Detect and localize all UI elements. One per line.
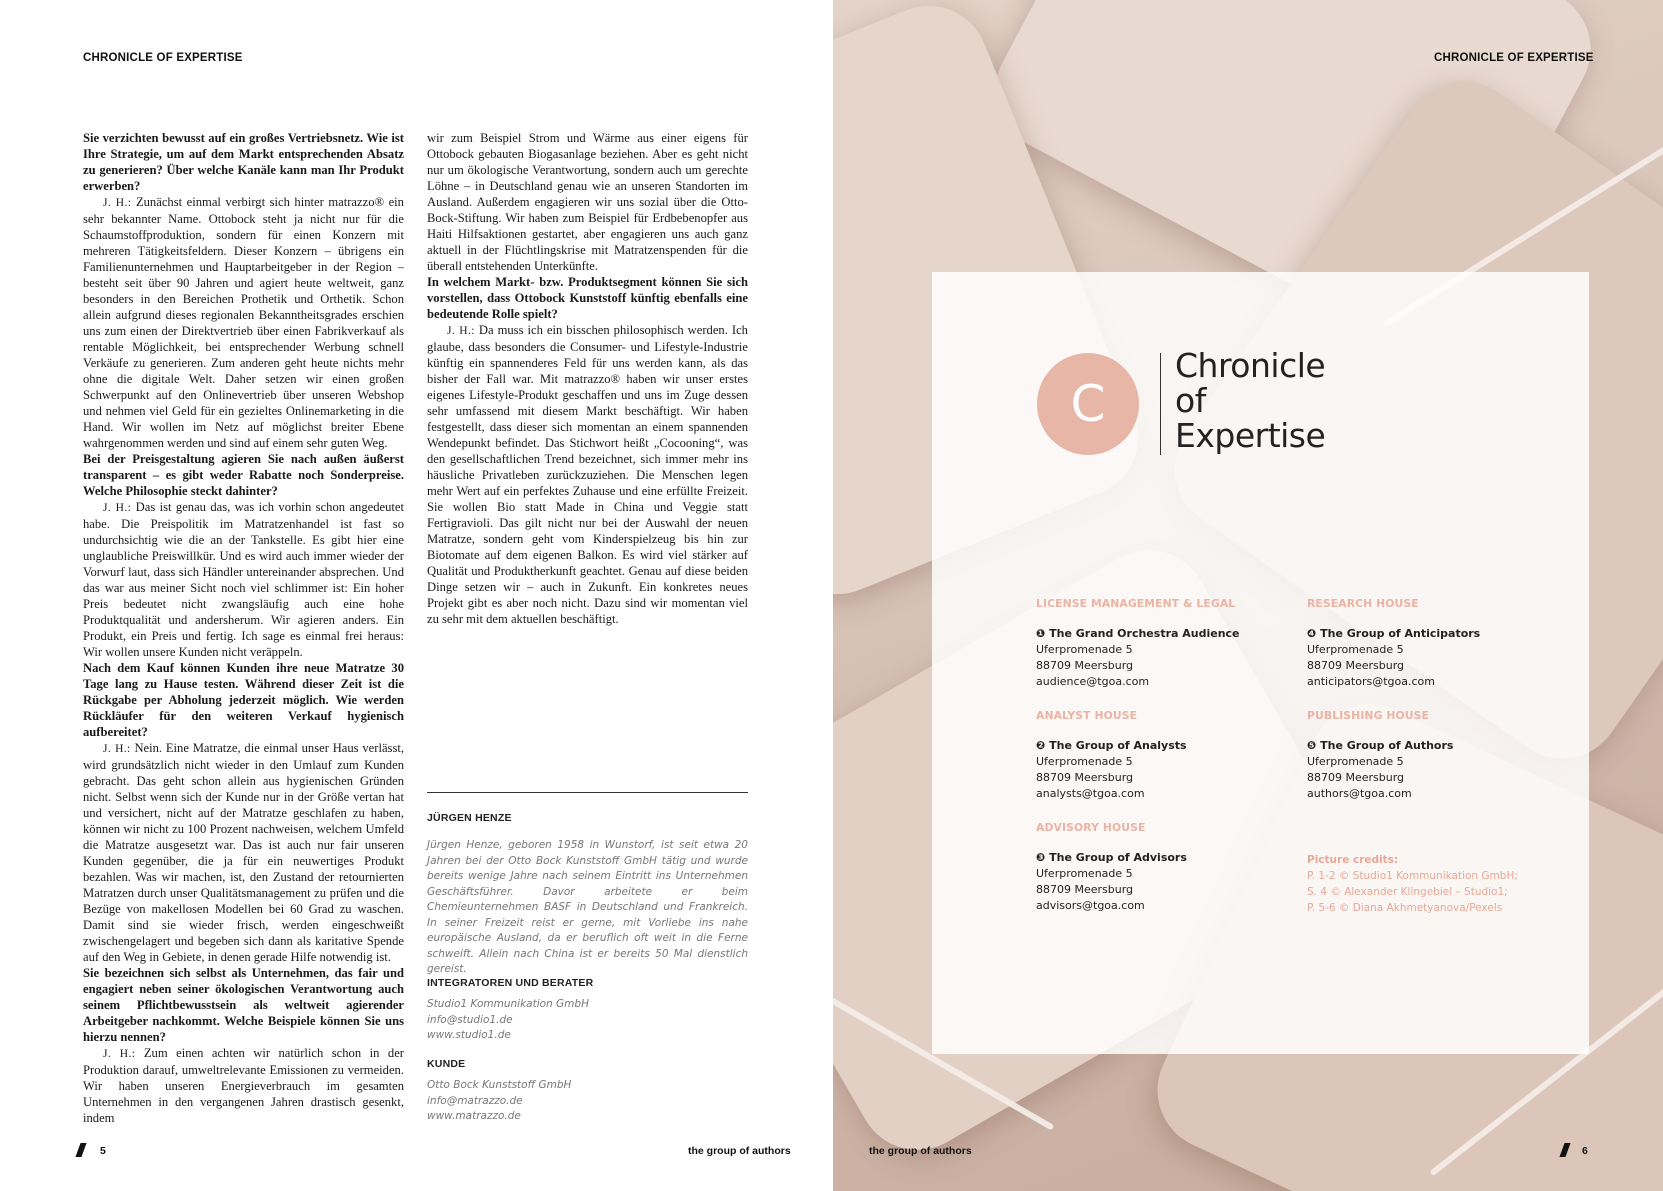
- speaker-initials: J. H.:: [103, 197, 132, 209]
- page-number-right: 6: [1582, 1145, 1588, 1157]
- house-heading: RESEARCH HOUSE: [1307, 597, 1419, 610]
- sidebar-divider: [427, 792, 748, 793]
- client-company: Otto Bock Kunststoff GmbH: [427, 1079, 572, 1091]
- house-license: [1036, 596, 1240, 690]
- bio-text: Jürgen Henze, geboren 1958 in Wunstorf, ist seit etwa 20 Jahren bei der Otto Bock Kunststoff GmbH tätig und wurde bereits wenige Jahre nach seinem Eintritt ins Unternehmen Geschäftsführer. Davor arbeitete er beim Chemieunternehmen BASF in Deutschland und Frankreich. In seiner Freizeit reist er gerne, mit Vorliebe ins nahe europäische Ausland, da er beruflich oft weit in die Ferne schweift. Allein nach China ist er bereits 50 Mal dienstlich gereist.: [427, 839, 748, 975]
- brand-logo-letter: C: [1070, 375, 1106, 433]
- running-head-right: CHRONICLE OF EXPERTISE: [1434, 52, 1594, 64]
- house-name: ❷ The Group of Analysts: [1036, 739, 1187, 752]
- answer-text: Zum einen achten wir natürlich schon in der Produktion darauf, umweltrelevante Emissionen zu vermeiden. Wir haben unseren Energieverbrauch im gesamten Unternehmen in den vergangenen Jahren drastisch gesenkt, indem: [83, 1046, 404, 1125]
- interview-answer: [427, 322, 748, 627]
- interview-question: Sie verzichten bewusst auf ein großes Vertriebsnetz. Wie ist Ihre Strategie, um auf dem Markt entsprechenden Absatz zu generieren? Über welche Kanäle kann man Ihr Produkt erwerben?: [83, 131, 404, 193]
- house-analyst: [1036, 708, 1187, 802]
- house-heading: LICENSE MANAGEMENT & LEGAL: [1036, 597, 1236, 610]
- interview-question: Bei der Preisgestaltung agieren Sie nach außen äußerst transparent – es gibt weder Rabatte noch Sonderpreise. Welche Philosophie steckt dahinter?: [83, 452, 404, 498]
- brand-title: [1175, 348, 1325, 453]
- house-name: ❺ The Group of Authors: [1307, 739, 1454, 752]
- speaker-initials: J. H.:: [103, 1048, 136, 1060]
- integrator-heading: INTEGRATOREN UND BERATER: [427, 977, 594, 989]
- logo-divider: [1160, 353, 1161, 455]
- integrator-email[interactable]: info@studio1.de: [427, 1013, 513, 1026]
- house-city: 88709 Meersburg: [1307, 659, 1405, 672]
- house-name: ❹ The Group of Anticipators: [1307, 627, 1481, 640]
- house-street: Uferpromenade 5: [1036, 643, 1133, 656]
- running-head-left: CHRONICLE OF EXPERTISE: [83, 52, 243, 64]
- credits-heading: Picture credits:: [1307, 854, 1399, 866]
- brand-title-line: Chronicle: [1175, 346, 1326, 385]
- house-email[interactable]: authors@tgoa.com: [1307, 787, 1412, 800]
- interview-column-2: [427, 130, 748, 627]
- house-city: 88709 Meersburg: [1307, 771, 1405, 784]
- client-email[interactable]: info@matrazzo.de: [427, 1094, 523, 1107]
- house-street: Uferpromenade 5: [1307, 755, 1404, 768]
- publisher-right: the group of authors: [869, 1145, 972, 1157]
- publisher-left: the group of authors: [688, 1145, 791, 1157]
- bio-heading: JÜRGEN HENZE: [427, 812, 512, 824]
- interview-answer: [83, 194, 404, 451]
- house-heading: ANALYST HOUSE: [1036, 709, 1138, 722]
- client-heading: KUNDE: [427, 1058, 466, 1070]
- interview-question: In welchem Markt- bzw. Produktsegment können Sie sich vorstellen, dass Ottobock Kunststoff künftig ebenfalls eine bedeutende Rolle spielt?: [427, 275, 748, 321]
- interview-question: Sie bezeichnen sich selbst als Unternehmen, das fair und engagiert neben seiner ökologischen Verantwortung auch seinem Pflichtbewusstsein als weltweit agierender Arbeitgeber nachkommt. Welche Beispiele können Sie uns hierzu nennen?: [83, 966, 404, 1044]
- logo-slash-icon: [75, 1143, 86, 1157]
- house-name: ❸ The Group of Advisors: [1036, 851, 1187, 864]
- interview-answer: [83, 1045, 404, 1126]
- house-city: 88709 Meersburg: [1036, 771, 1134, 784]
- house-heading: PUBLISHING HOUSE: [1307, 709, 1430, 722]
- brand-title-line: of: [1175, 381, 1206, 420]
- house-heading: ADVISORY HOUSE: [1036, 821, 1146, 834]
- credits-line: P. 5-6 © Diana Akhmetyanova/Pexels: [1307, 902, 1503, 914]
- house-city: 88709 Meersburg: [1036, 883, 1134, 896]
- speaker-initials: J. H.:: [103, 743, 131, 755]
- integrator-website[interactable]: www.studio1.de: [427, 1029, 511, 1041]
- house-advisory: [1036, 820, 1187, 914]
- page-number-left: 5: [100, 1145, 106, 1157]
- client-block: [427, 1058, 748, 1125]
- house-research: [1307, 596, 1480, 690]
- credits-line: P. 1-2 © Studio1 Kommunikation GmbH;: [1307, 870, 1518, 882]
- client-website[interactable]: www.matrazzo.de: [427, 1110, 521, 1122]
- house-email[interactable]: advisors@tgoa.com: [1036, 899, 1145, 912]
- house-name: ❶ The Grand Orchestra Audience: [1036, 627, 1240, 640]
- answer-text: Zunächst einmal verbirgt sich hinter matrazzo® ein sehr bekannter Name. Ottobock steht ja nicht nur für die Schaumstoffproduktion, sondern für einen Konzern mit mehreren Tätigkeitsfeldern. Dieser Konzern – übrigens ein Familienunternehmen und Hauptarbeitgeber in der Region – besteht seit über 90 Jahren und agiert heute weltweit, ganz besonders in den Bereichen Prothetik und Orthetik. Schon allein aufgrund dieses regionalen Bekanntheitsgrades erschien uns zum einen der Direktvertrieb über einen Fabrikverkauf als rentable Möglichkeit, bei entsprechender Werbung schnell Verkäufe zu generieren. Zum anderen geht heute nichts mehr ohne die digitale Welt. Daher setzen wir einen großen Schwerpunkt auf den Onlinevertrieb über unseren Webshop und nehmen viel Geld für ein gezieltes Onlinemarketing in die Hand. Wir wollen im Netz auf möglichst breiter Ebene wahrgenommen werden und sind auf einem sehr guten Weg.: [83, 195, 404, 450]
- answer-text: Das ist genau das, was ich vorhin schon angedeutet habe. Die Preispolitik im Matratzenhandel ist fast so undurchsichtig wie die an der Tankstelle. Es gibt hier eine unglaubliche Preiswillkür. Und es wird auch immer wieder der Vorwurf laut, dass sich Händler untereinander absprechen. Und das war aus meiner Sicht noch viel schlimmer ist: Ein hoher Preis bedeutet nicht zwangsläufig auch eine hohe Produktqualität und andersherum. Wir agieren anders. Ein Produkt, ein Preis und fertig. Ich sage es einmal frei heraus: Wir wollen unsere Kunden nicht veräppeln.: [83, 500, 404, 659]
- integrator-block: [427, 977, 748, 1044]
- house-street: Uferpromenade 5: [1307, 643, 1404, 656]
- house-street: Uferpromenade 5: [1036, 867, 1133, 880]
- speaker-initials: J. H.:: [447, 325, 475, 337]
- interview-column-1: [83, 130, 404, 1126]
- interview-answer: [83, 740, 404, 965]
- speaker-initials: J. H.:: [103, 502, 132, 514]
- house-city: 88709 Meersburg: [1036, 659, 1134, 672]
- house-street: Uferpromenade 5: [1036, 755, 1133, 768]
- house-publishing: [1307, 708, 1453, 802]
- house-email[interactable]: audience@tgoa.com: [1036, 675, 1150, 688]
- brand-title-line: Expertise: [1175, 416, 1326, 455]
- answer-text: Da muss ich ein bisschen philosophisch werden. Ich glaube, dass besonders die Consumer- und Lifestyle-Industrie künftig ein spannenderes Feld für uns werden kann, als das bisher der Fall war. Mit matrazzo® haben wir unser erstes eigenes Lifestyle-Produkt geschaffen und uns im Zuge dessen sehr umfassend mit diesem Markt beschäftigt. Wir haben festgestellt, dass dieser sich momentan an einem spannenden Wendepunkt befindet. Das Stichwort heißt „Cocooning“, was den gesellschaftlichen Trend bezeichnet, sich immer mehr ins häusliche Privatleben zurückzuziehen. Die Menschen legen mehr Wert auf ein perfektes Zuhause und eine erfüllte Freizeit. Sie wollen Bio statt Made in China und Veggie statt Fertigravioli. Das gilt nicht nur bei der Auswahl der neuen Matratze, sondern geht vom Kinderspielzeug bis hin zur Biotomate auf dem eigenen Balkon. Es wird viel stärker auf Qualität und Produktherkunft geachtet. Genau auf diese beiden Dinge setzen wir – auch in Zukunft. Ein konkretes neues Projekt gibt es aber noch nicht. Dazu sind wir momentan viel zu sehr mit dem aktuellen beschäftigt.: [427, 323, 748, 626]
- interview-answer: [83, 499, 404, 660]
- picture-credits: [1307, 852, 1518, 916]
- answer-text: Nein. Eine Matratze, die einmal unser Haus verlässt, wird grundsätzlich nicht wieder in den Umlauf zum Kunden gebracht. Das geht schon allein aus hygienischen Gründen nicht. Selbst wenn sich der Kunde nur in der Größe vertan hat und versichert, nicht auf der Matratze geschlafen zu haben, können wir nicht zu 100 Prozent nachweisen, welchem Umfeld die Matratze ausgesetzt war. Das ist auch nur fair unseren Kunden gegenüber, die ja für ein neuwertiges Produkt bezahlen. Was wir machen, ist, den Zustand der retournierten Matratzen durch unser Qualitätsmanagement zu prüfen und die Bezüge von makellosen Modellen bei 60 Grad zu waschen. Damit sind sie wieder frisch, werden eingeschweißt zwischengelagert und begeben sich dann als karitative Spende auf den Weg in Gebiete, in denen gerade Hilfe notwendig ist.: [83, 741, 404, 964]
- interview-question: Nach dem Kauf können Kunden ihre neue Matratze 30 Tage lang zu Hause testen. Während dieser Zeit ist die Rückgabe per Abholung jederzeit möglich. Wie werden Rückläufer für den weiteren Verkauf hygienisch aufbereitet?: [83, 661, 404, 739]
- author-bio: [427, 812, 748, 978]
- house-email[interactable]: anticipators@tgoa.com: [1307, 675, 1435, 688]
- credits-line: S. 4 © Alexander Klingebiel – Studio1;: [1307, 886, 1508, 898]
- interview-paragraph: wir zum Beispiel Strom und Wärme aus einer eigens für Ottobock gebauten Biogasanlage beziehen. Aber es geht nicht nur um ökologische Verantwortung, sondern auch um gerechte Löhne – in Deutschland genau wie an unseren Standorten im Ausland. Außerdem engagieren wir uns sozial über die Otto-Bock-Stiftung. Wir haben zum Beispiel für Erdbebenopfer aus Haiti Hilfsaktionen gestartet, aber engagieren uns auch ganz aktuell in der Flüchtlingskrise mit Matratzenspenden für die überall entstehenden Unterkünfte.: [427, 131, 748, 273]
- integrator-company: Studio1 Kommunikation GmbH: [427, 998, 589, 1010]
- house-email[interactable]: analysts@tgoa.com: [1036, 787, 1145, 800]
